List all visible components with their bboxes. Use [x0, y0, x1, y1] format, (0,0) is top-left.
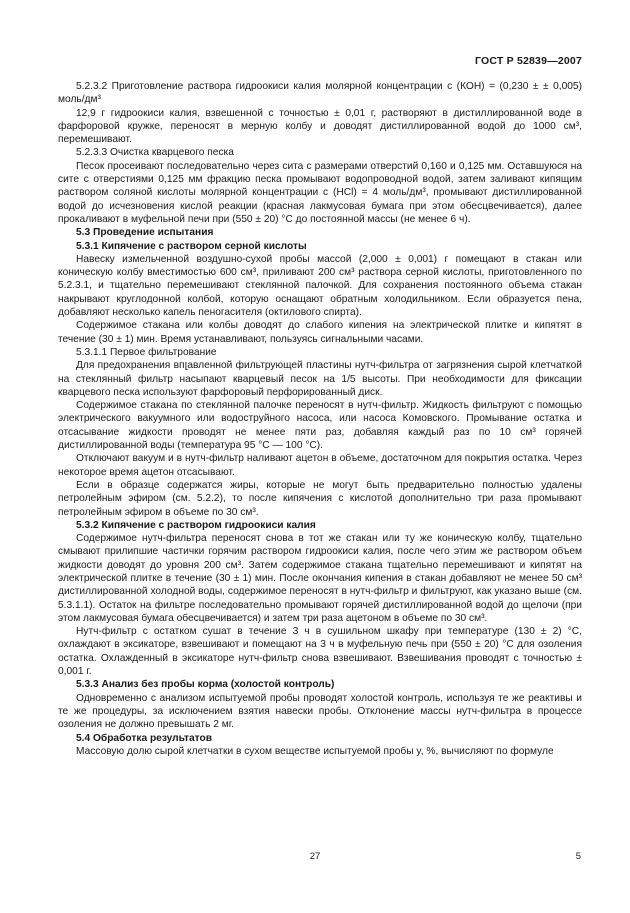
paragraph: Песок просеивают последовательно через сита с размерами отверстий 0,160 и 0,125 мм. Оставшуюся на сите с отверстиями 0,125 мм фракцию песка промывают водопроводной водой, затем заливают кипящим раствором соляной кислоты молярной концентрации c (HCl) = 4 моль/дм³, промывают дистиллированной водой до исчезновения кислой реакции (красная лакмусовая бумага при этом обесцвечивается), далее прокаливают в муфельной печи при (550 ± 20) °С до постоянной массы (не менее 6 ч). — [58, 160, 582, 225]
paragraph: Содержимое стакана по стеклянной палочке переносят в нутч-фильтр. Жидкость фильтруют с помощью электрического вакуумного или водоструйного насоса, или насоса Комовского. Промывание остатка и отсасывание жидкости проводят не менее пяти раз, добавляя каждый раз по 10 см³ горячей дистиллированной воды (температура 95 °С — 100 °С). — [58, 400, 582, 452]
paragraph: Содержимое нутч-фильтра переносят снова в тот же стакан или ту же коническую колбу, тщательно смывают прилипшие частички горячим раствором гидроокиси калия, после чего этим же раствором объем жидкости доводят до уровня 200 см³. Затем содержимое стакана тщательно перемешивают и кипятят на электрической плитке в течение (30 ± 1) мин. После окончания кипения в стакан добавляют не менее 50 см³ дистиллированной холодной воды, содержимое переносят в нутч-фильтр и фильтруют, как указано выше (см. 5.3.1.1). Остаток на фильтре последовательно промывают горячей дистиллированной водой до щелочи (при этом лакмусовая бумага обесцвечивается) и затем три раза ацетоном в объеме по 30 см³. — [58, 533, 582, 624]
paragraph: Нутч-фильтр с остатком сушат в течение 3 ч в сушильном шкафу при температуре (130 ± 2) °С, охлаждают в эксикаторе, взвешивают и помещают на 3 ч в муфельную печь при (550 ± 20) °С для озоления остатка. Охлажденный в эксикаторе нутч-фильтр снова взвешивают. Взвешивания проводят с точностью ± 0,001 г. — [58, 626, 582, 678]
paragraph: Одновременно с анализом испытуемой пробы проводят холостой контроль, используя те же реактивы и те же процедуры, за исключением взятия навески пробы. Отклонение массы нутч-фильтра в процессе озоления не должно превышать 2 мг. — [58, 692, 582, 731]
section-heading: 5.3.1 Кипячение с раствором серной кислоты — [76, 240, 307, 252]
document-body — [58, 80, 582, 758]
section-heading: 5.3.3 Анализ без пробы корма (холостой контроль) — [76, 679, 335, 691]
section-heading: 5.3.2 Кипячение с раствором гидроокиси калия — [76, 519, 316, 531]
subsection-title: 5.2.3.3 Очистка кварцевого песка — [76, 147, 234, 159]
paragraph: Массовую долю сырой клетчатки в сухом веществе испытуемой пробы y, %, вычисляют по формуле — [76, 745, 554, 757]
section-heading: 5.4 Обработка результатов — [76, 732, 213, 744]
subsection-title: 5.3.1.1 Первое фильтрование — [76, 346, 217, 358]
paragraph: Содержимое стакана или колбы доводят до слабого кипения на электрической плитке и кипятят в течение (30 ± 1) мин. Время устанавливают, пользуясь сигнальными часами. — [58, 320, 582, 345]
paragraph: Если в образце содержатся жиры, которые не могут быть предварительно полностью удалены петролейным эфиром (см. 5.2.2), то после кипячения с кислотой дополнительно три раза промывают петролейным эфиром в объеме по 30 см³. — [58, 479, 582, 518]
paragraph: Для предохранения впլавленной фильтрующей пластины нутч-фильтра от загрязнения сырой клетчаткой на стеклянный фильтр насыпают кварцевый песок на 1/5 высоты. При необходимости для фиксации кварцевого песка используют фарфоровый перфорированный диск. — [58, 360, 582, 398]
paragraph: 12,9 г гидроокиси калия, взвешенной с точностью ± 0,01 г, растворяют в дистиллированной воде в фарфоровой кружке, переносят в мерную колбу и доводят дистиллированной водой до 1000 см³, перемешивают. — [58, 107, 582, 146]
section-heading: 5.3 Проведение испытания — [76, 227, 214, 239]
side-number: 5 — [575, 851, 581, 862]
standard-header: ГОСТ Р 52839—2007 — [474, 55, 582, 67]
page-number: 27 — [309, 851, 321, 862]
subsection-title: 5.2.3.2 Приготовление раствора гидроокиси калия молярной концентрации c (КОН) = (0,230 ± ± 0,005) моль/дм³ — [58, 81, 582, 106]
paragraph: Навеску измельченной воздушно-сухой пробы массой (2,000 ± 0,001) г помещают в стакан или коническую колбу вместимостью 600 см³, приливают 200 см³ раствора серной кислоты, приготовленного по 5.2.3.1, и тщательно перемешивают стеклянной палочкой. Для сохранения постоянного объема стакан накрывают круглодонной колбой, которую оснащают обратным холодильником. Если образуется пена, добавляют несколько капель пеногасителя (октилового спирта). — [58, 253, 582, 319]
paragraph: Отключают вакуум и в нутч-фильтр наливают ацетон в объеме, достаточном для покрытия остатка. Через некоторое время ацетон отсасывают. — [58, 453, 582, 478]
